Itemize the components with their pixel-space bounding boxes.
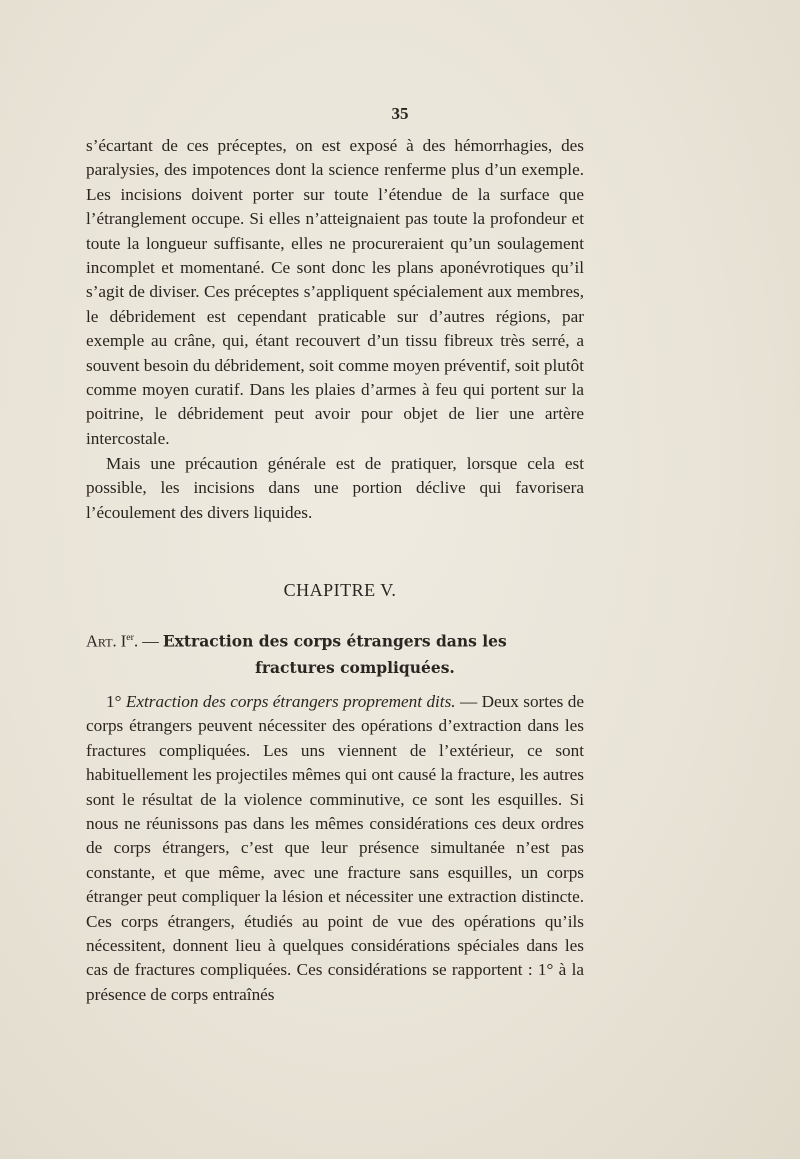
chapter-title: CHAPITRE V. [283,580,397,600]
paragraph-1: s’écartant de ces préceptes, on est exposé à des hémorrhagies, des paralysies, des impotences dont la science renferme plus d’un exemple. Les incisions doivent porter sur toute l’étendue de la surface que l’étranglement occupe. Si elles n’atteignaient pas toute la profondeur et toute la longueur suffisante, elles ne procureraient qu’un soulagement incomplet et momentané. Ce sont donc les plans aponévrotiques qu’il s’agit de diviser. Ces préceptes s’appliquent spécialement aux membres, le débridement est cependant praticable sur d’autres régions, par exemple au crâne, qui, étant recouvert d’un tissu fibreux très serré, a souvent besoin du débridement, soit comme moyen préventif, soit plutôt comme moyen curatif. Dans les plaies d’armes à feu qui portent sur la poitrine, le débridement peut avoir pour objet de lier une artère intercostale. [86,136,584,448]
page-number: 35 [391,104,409,123]
paragraph-3-italic-lead: Extraction des corps étrangers proprement dits. [125,692,456,711]
paragraph-3-body: — Deux sortes de corps étrangers peuvent nécessiter des opérations d’extraction dans les fractures compliquées. Les uns viennent de l’extérieur, ce sont habituellement les projectiles mêmes qui ont causé la fracture, les autres sont le résultat de la violence comminutive, ce sont les esquilles. Si nous ne réunissons pas dans les mêmes considérations ces deux ordres de corps étrangers, c’est que leur présence simultanée n’est pas constante, et que même, avec une fracture sans esquilles, un corps étranger peut compliquer la lésion et nécessiter une extraction distincte. Ces corps étrangers, étudiés au point de vue des opérations qu’ils nécessitent, donnent lieu à quelques considérations spéciales dans les cas de fractures compliquées. Ces considérations se rapportent : 1° à la présence de corps entraînés [86,692,584,1004]
text-block-2 [86,452,584,525]
article-label: Art. I [86,631,127,651]
article-label-sup: er [126,632,134,643]
text-block-3 [86,690,584,1007]
text-block-1 [86,134,584,451]
article-heading [86,625,584,681]
paragraph-3-number: 1° [106,692,122,711]
article-title-line-2: fractures compliquées. [255,657,455,677]
article-title-line-1: Extraction des corps étrangers dans les [162,631,507,651]
paragraph-3 [86,690,584,1007]
paragraph-2: Mais une précaution générale est de pratiquer, lorsque cela est possible, les incisions dans une portion déclive qui favorisera l’écoulement des divers liquides. [86,454,584,522]
article-dash: . — [133,631,159,651]
